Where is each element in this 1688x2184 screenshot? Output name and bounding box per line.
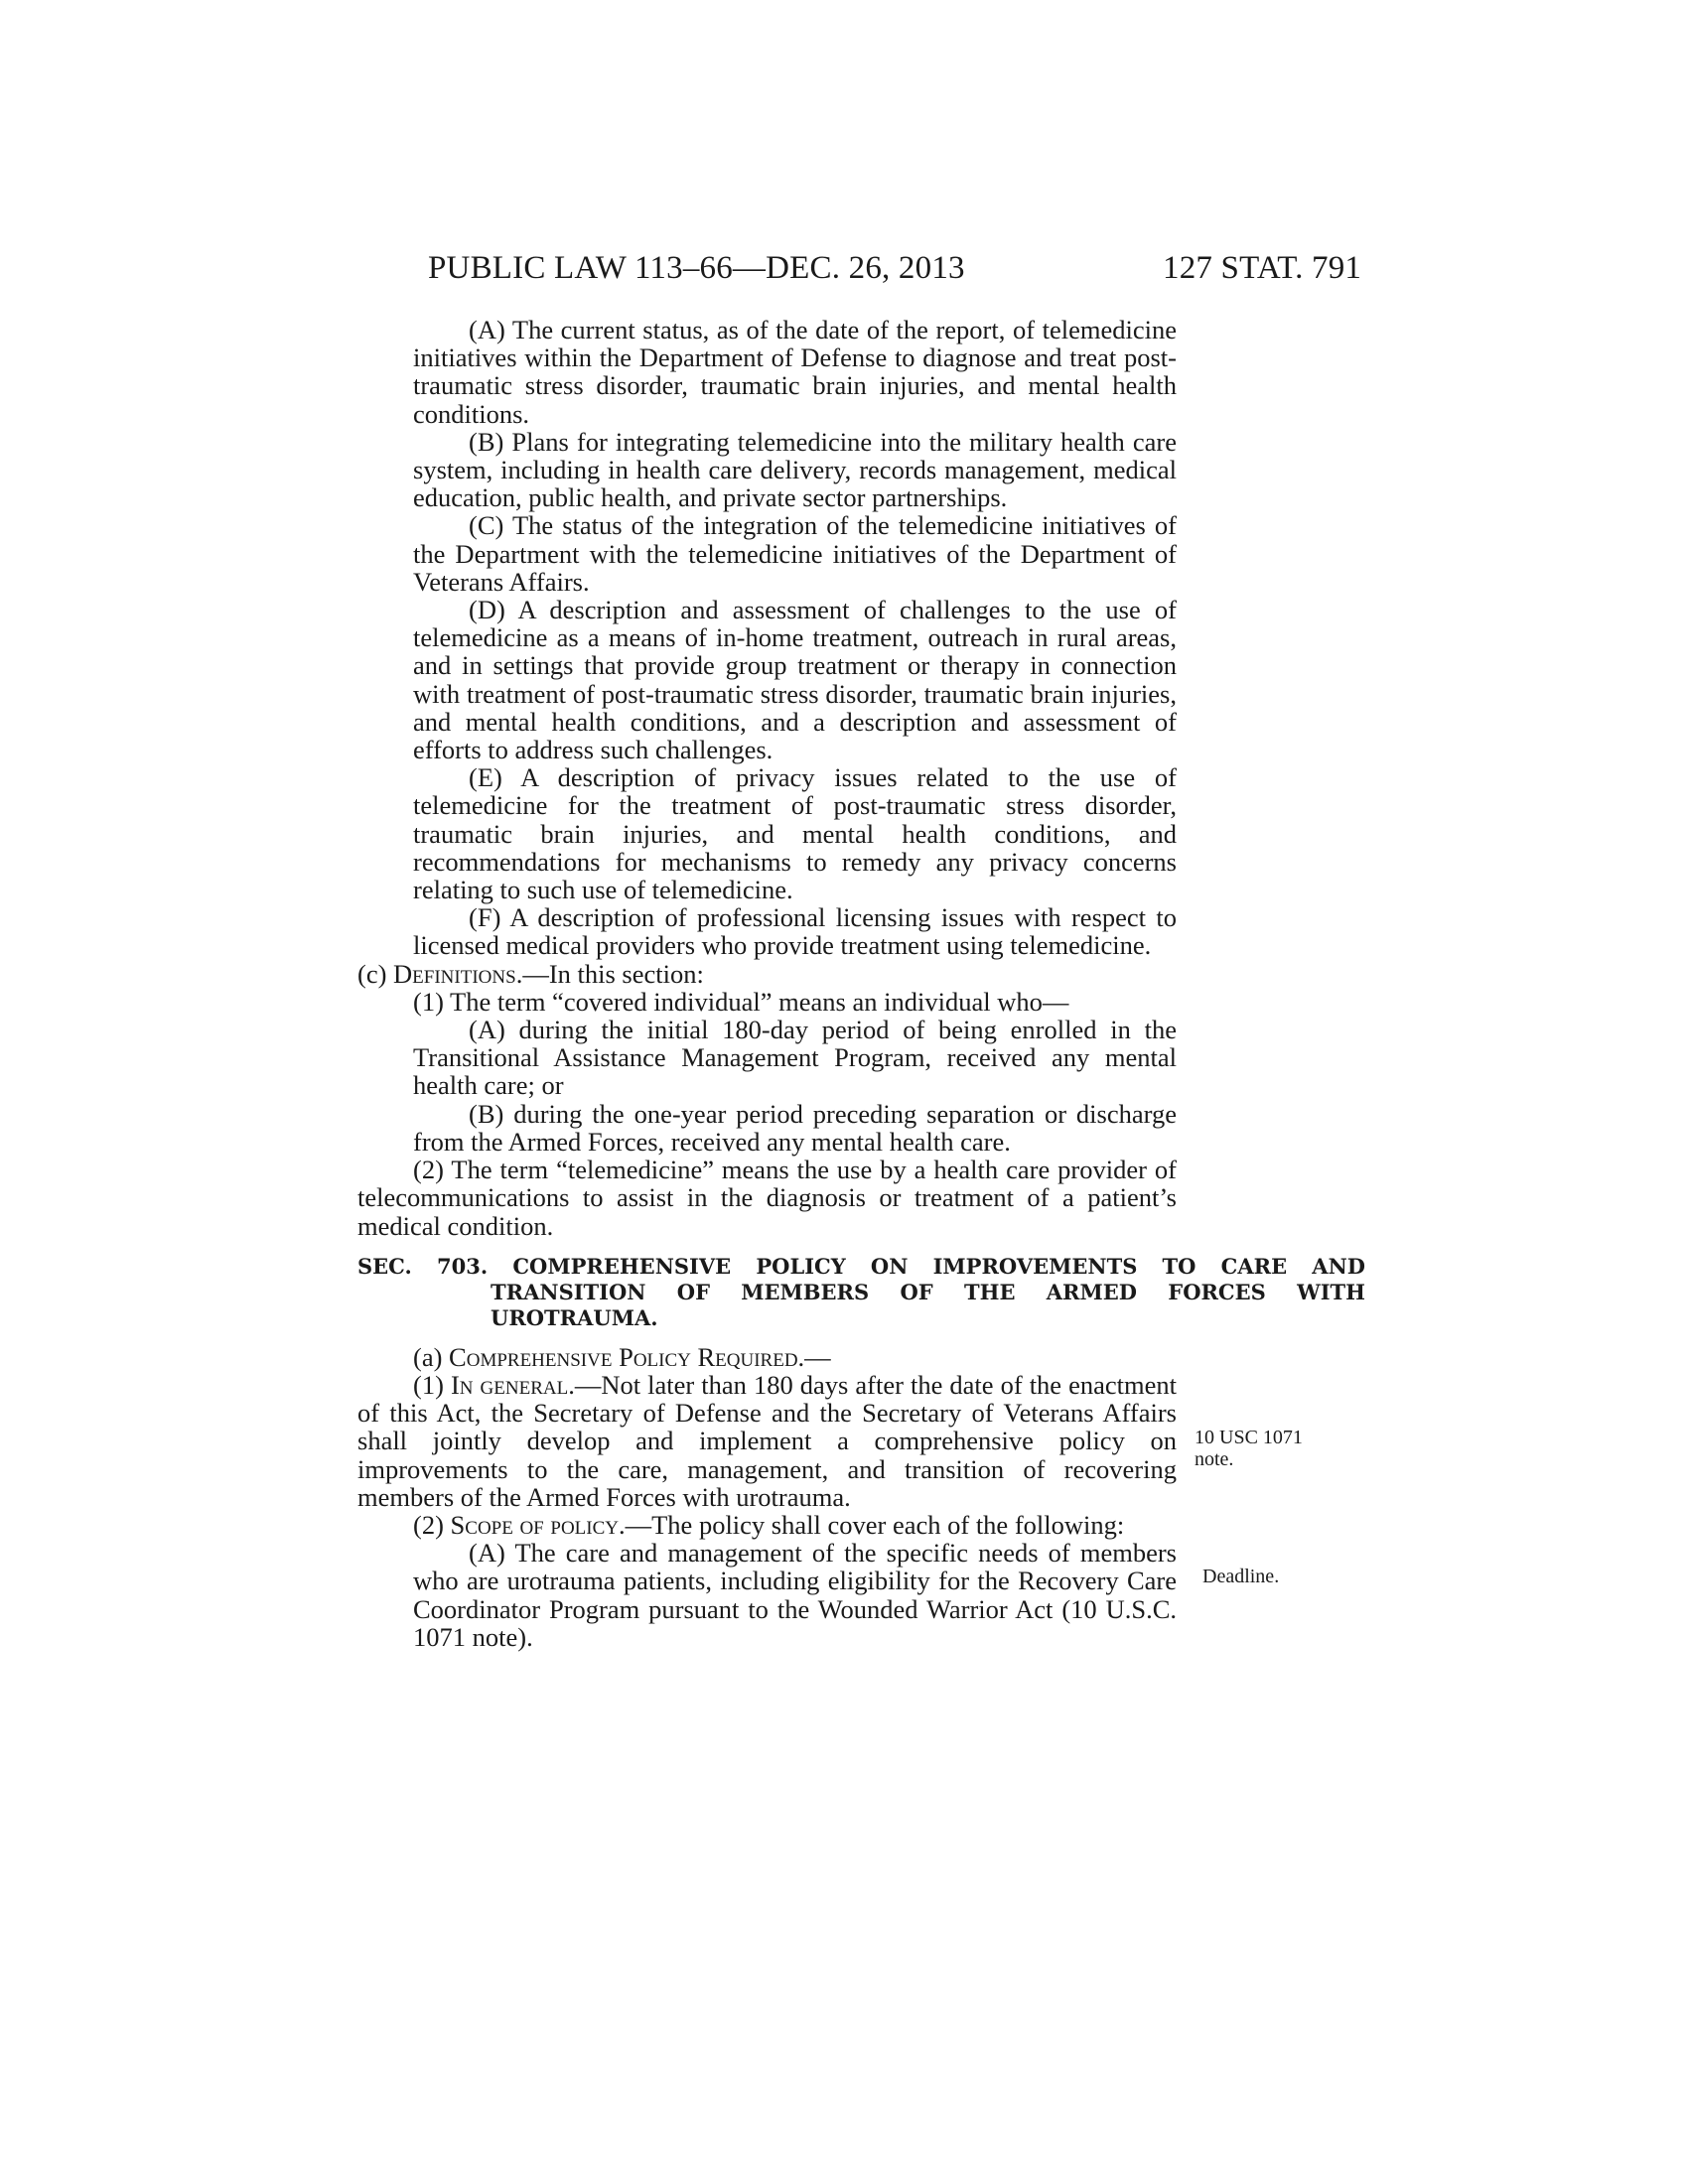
paragraph-f: (F) A description of professional licensing issues with respect to licensed medical providers who provide treatment using telemedicine. <box>413 902 1177 961</box>
paragraph-a-2: (2) Scope of policy.—The policy shall cover each of the following: <box>413 1509 1125 1540</box>
definition-1-b: (B) during the one-year period preceding separation or discharge from the Armed Forces, received any mental health care. <box>413 1098 1177 1157</box>
paragraph-a-2-A: (A) The care and management of the specific needs of members who are urotrauma patients, including eligibility for the Recovery Care Coordinator Program pursuant to the Wounded Warrior Act (10 U.S.C. 1071 note). <box>413 1538 1177 1652</box>
section-703-heading: SEC. 703. COMPREHENSIVE POLICY ON IMPROVEMENTS TO CARE AND TRANSITION OF MEMBERS OF THE ARMED FORCES WITH UROTRAUMA. <box>357 1253 1365 1330</box>
subsection-a-heading: (a) Comprehensive Policy Required.— <box>413 1341 831 1372</box>
paragraph-c: (C) The status of the integration of the telemedicine initiatives of the Department with the telemedicine initiatives of the Department of Veterans Affairs. <box>413 510 1177 597</box>
paragraph-a-1: (1) In general.—Not later than 180 days after the date of the enactment of this Act, the Secretary of Defense and the Secretary of Veterans Affairs shall jointly develop and implement a comprehensive policy on improvements to the care, management, and transition of recovering members of the Armed Forces with urotrauma. <box>357 1369 1178 1512</box>
running-header-page-number: 127 STAT. 791 <box>1163 250 1362 286</box>
paragraph-a: (A) The current status, as of the date of the report, of telemedicine initiatives within the Department of Defense to diagnose and treat post-traumatic stress disorder, traumatic brain injuries, and mental health conditions. <box>413 315 1177 429</box>
paragraph-b: (B) Plans for integrating telemedicine into the military health care system, including in health care delivery, records management, medical education, public health, and private sector partnerships. <box>413 426 1177 513</box>
definition-covered-individual: (1) The term “covered individual” means an individual who— <box>413 986 1069 1017</box>
definition-1-a: (A) during the initial 180-day period of being enrolled in the Transitional Assistance Management Program, received any mental health care; or <box>413 1015 1177 1101</box>
paragraph-e: (E) A description of privacy issues related to the use of telemedicine for the treatment of post-traumatic stress disorder, traumatic brain injuries, and mental health conditions, and recommendations for mechanisms to remedy any privacy concerns relating to such use of telemedicine. <box>413 762 1177 905</box>
definition-telemedicine: (2) The term “telemedicine” means the use by a health care provider of telecommunications to assist in the diagnosis or treatment of a patient’s medical condition. <box>357 1155 1177 1241</box>
running-header-left: PUBLIC LAW 113–66—DEC. 26, 2013 <box>428 250 965 286</box>
paragraph-d: (D) A description and assessment of challenges to the use of telemedicine as a means of in-home treatment, outreach in rural areas, and in settings that provide group treatment or therapy in connection with treatment of post-traumatic stress disorder, traumatic brain injuries, and mental health conditions, and a description and assessment of efforts to address such challenges. <box>413 595 1177 765</box>
margin-note-deadline: Deadline. <box>1202 1566 1280 1587</box>
margin-note-usc: 10 USC 1071 note. <box>1195 1427 1303 1470</box>
subsection-definitions: (c) Definitions.—In this section: <box>357 958 704 989</box>
